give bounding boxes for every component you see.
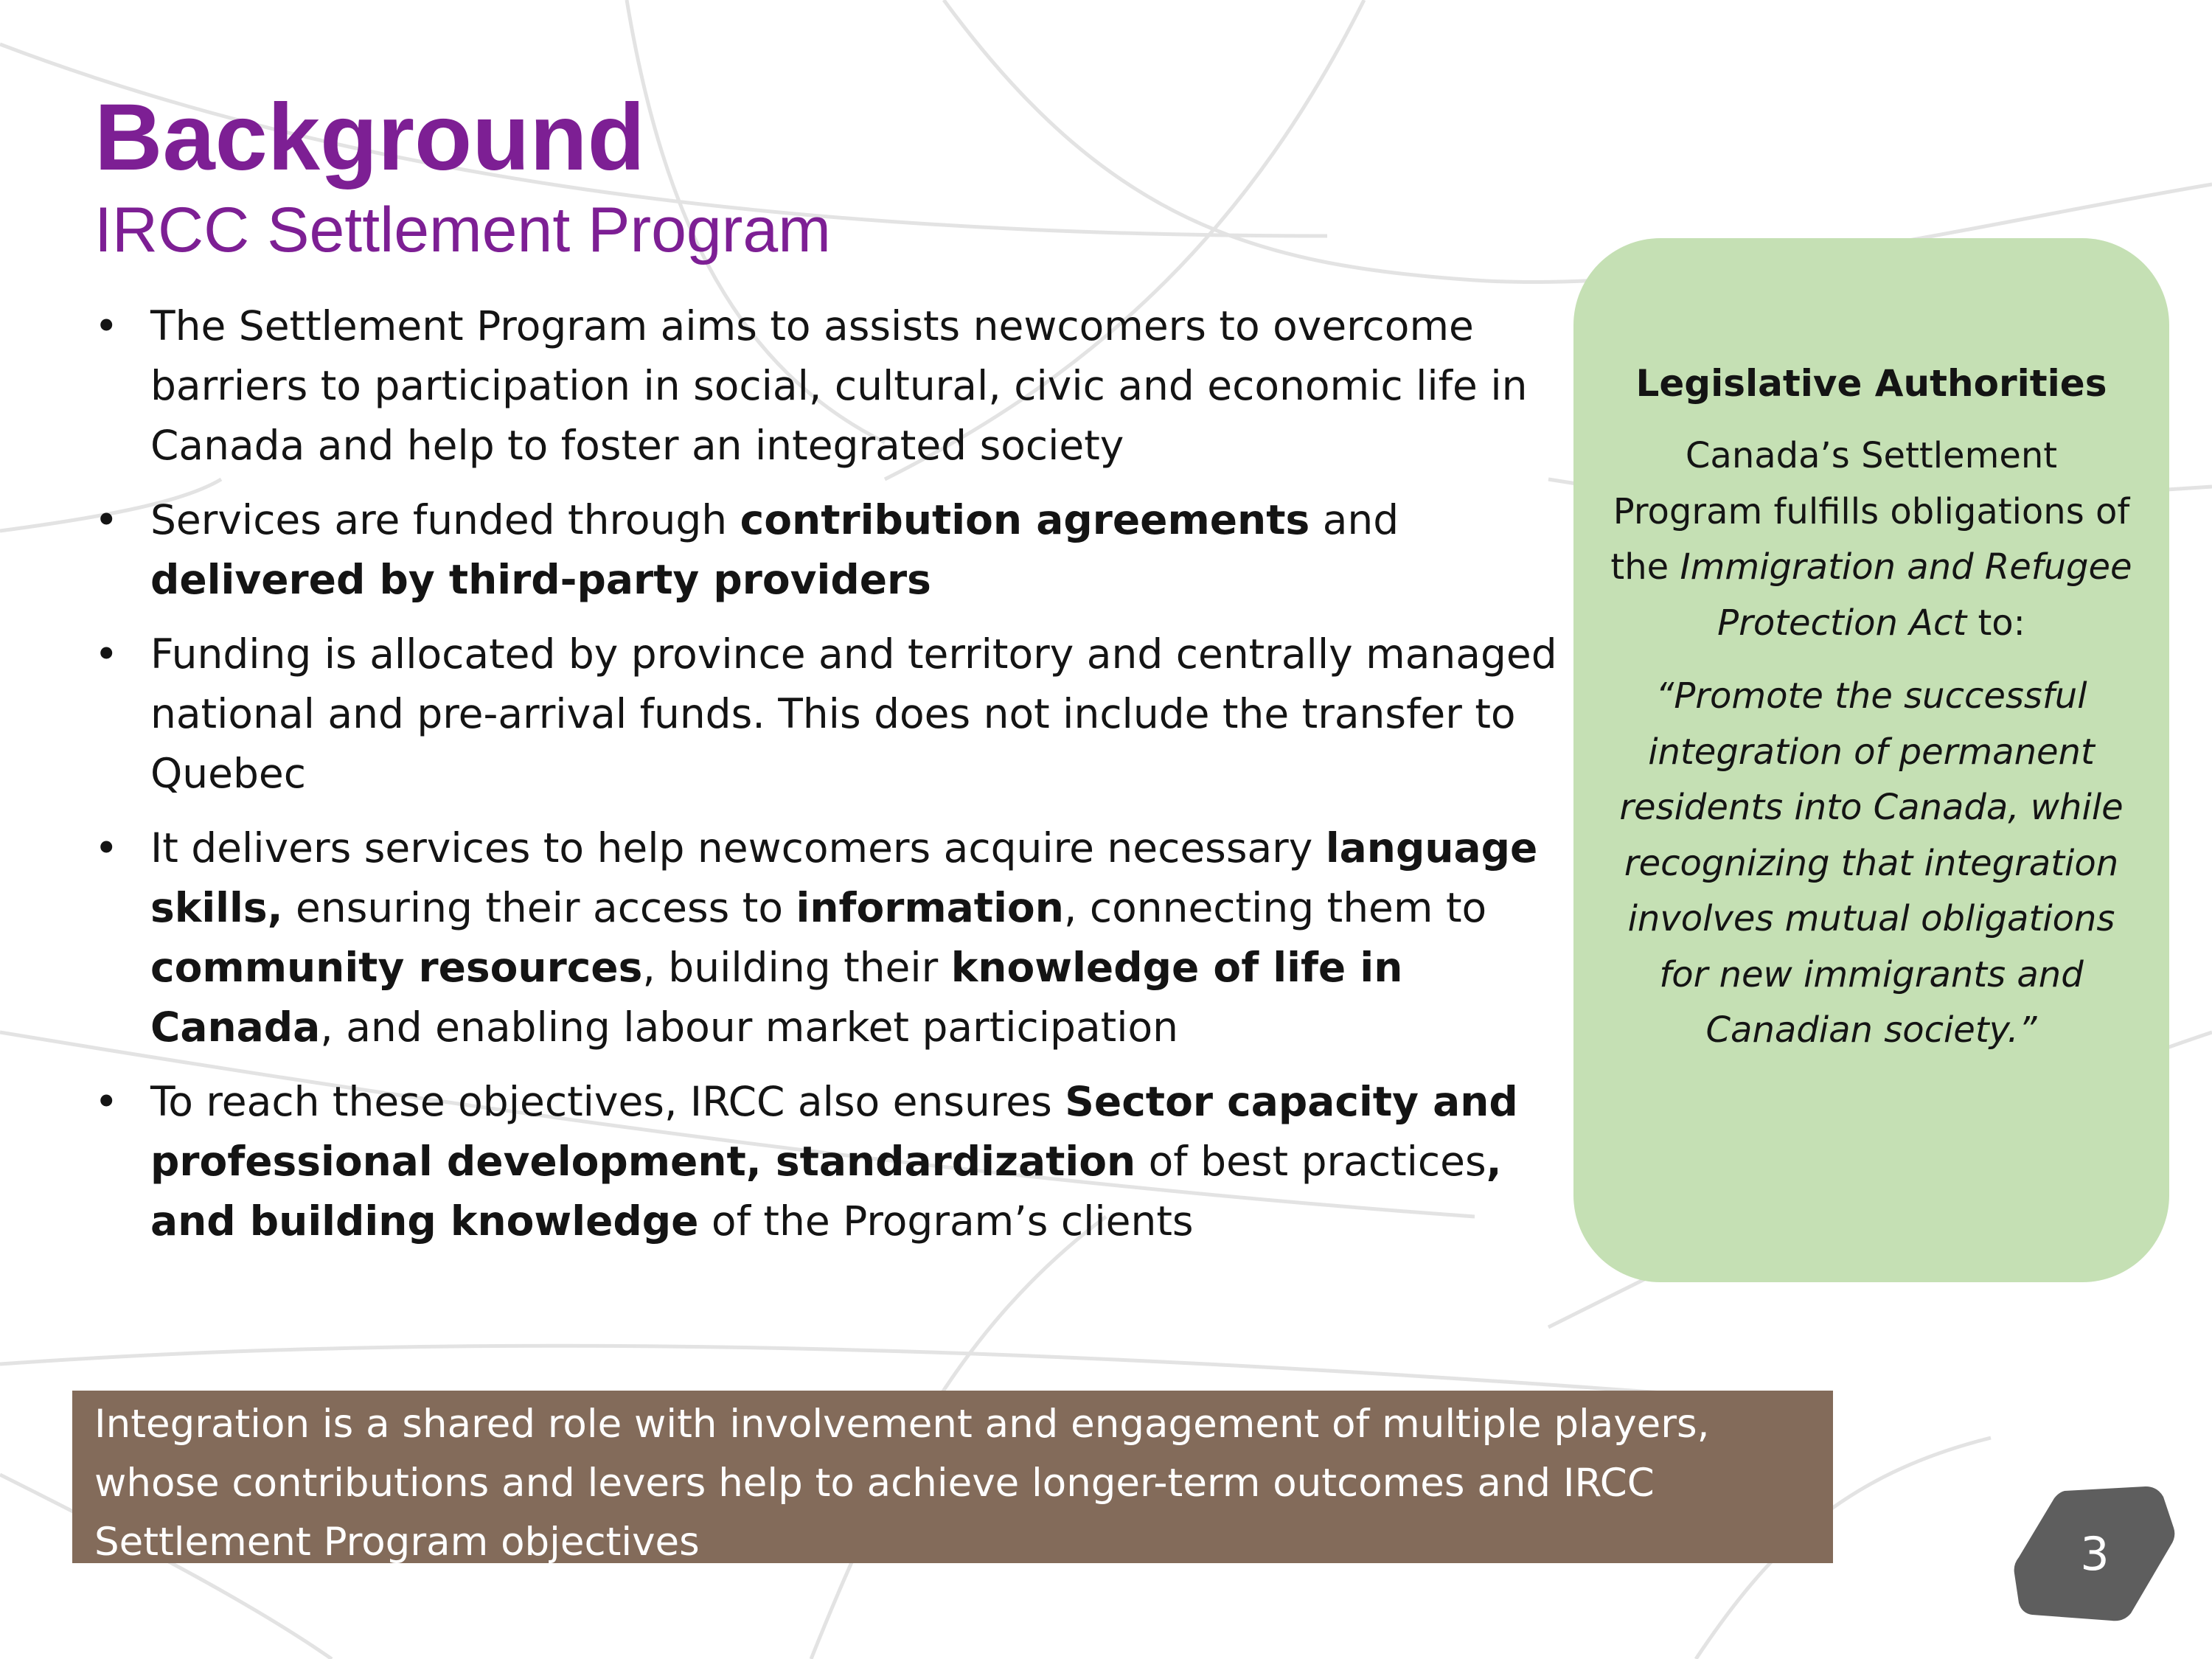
bullet-list: [87, 296, 1576, 1266]
slide-subtitle: IRCC Settlement Program: [94, 195, 831, 265]
bullet-text: of best practices: [1135, 1138, 1486, 1185]
integration-note: Integration is a shared role with involvement and engagement of multiple players, whose contributions and levers help to achieve longer-term outcomes and IRCC Settlement Program objectives: [72, 1391, 1833, 1563]
bullet-text-bold: community resources: [150, 944, 643, 991]
bullet-text: It delivers services to help newcomers acquire necessary: [150, 824, 1326, 872]
bullet-text: of the Program’s clients: [698, 1197, 1194, 1245]
side-box-intro-suffix: to:: [1966, 602, 2025, 644]
bullet-text: ensuring their access to: [282, 884, 796, 931]
side-box-quote: “Promote the successful integration of permanent residents into Canada, while recognizing that integration involves mutual obligations for new immigrants and Canadian society.”: [1619, 675, 2124, 1051]
bullet-text: and: [1310, 496, 1399, 543]
bullet-item: [87, 296, 1576, 476]
bullet-text-bold: , and building knowledge: [150, 1138, 1502, 1245]
bullet-dot: •: [94, 496, 119, 543]
bullet-item: [87, 490, 1576, 610]
side-box-intro: [1610, 428, 2132, 651]
page-number: 3: [2080, 1526, 2110, 1581]
bullet-text: Services are funded through: [150, 496, 740, 543]
bullet-text: To reach these objectives, IRCC also ensures: [150, 1078, 1065, 1125]
bullet-item: [87, 625, 1576, 804]
slide-title: Background: [94, 85, 645, 190]
bullet-text: , and enabling labour market participation: [320, 1004, 1179, 1051]
bullet-text: The Settlement Program aims to assists newcomers to overcome barriers to participation in social, cultural, civic and economic life in Canada and help to foster an integrated society: [150, 302, 1528, 469]
side-box-intro-text: Canada’s Settlement Program fulfills obligations of the: [1610, 435, 2130, 588]
side-box-act-name: Immigration and Refugee Protection Act: [1680, 546, 2132, 644]
bullet-text-bold: contribution agreements: [740, 496, 1310, 543]
bullet-text-bold: knowledge of life in Canada: [150, 944, 1403, 1051]
bullet-text-bold: Sector capacity and professional development, standardization: [150, 1078, 1518, 1185]
bullet-text-bold: delivered by third-party providers: [150, 556, 931, 603]
bullet-dot: •: [94, 1078, 119, 1125]
bullet-text: , connecting them to: [1063, 884, 1487, 931]
bullet-text: Funding is allocated by province and territory and centrally managed national and pre-arrival funds. This does not include the transfer to Quebec: [150, 630, 1557, 797]
bullet-text: , building their: [642, 944, 951, 991]
bullet-dot: •: [94, 824, 119, 872]
bullet-text-bold: language skills,: [150, 824, 1538, 931]
bullet-dot: •: [94, 302, 119, 349]
bullet-item: [87, 1072, 1576, 1251]
bullet-dot: •: [94, 630, 119, 678]
bullet-item: [87, 818, 1576, 1057]
bullet-text-bold: information: [796, 884, 1064, 931]
legislative-authorities-box: [1573, 238, 2169, 1282]
side-box-heading: Legislative Authorities: [1635, 362, 2107, 405]
